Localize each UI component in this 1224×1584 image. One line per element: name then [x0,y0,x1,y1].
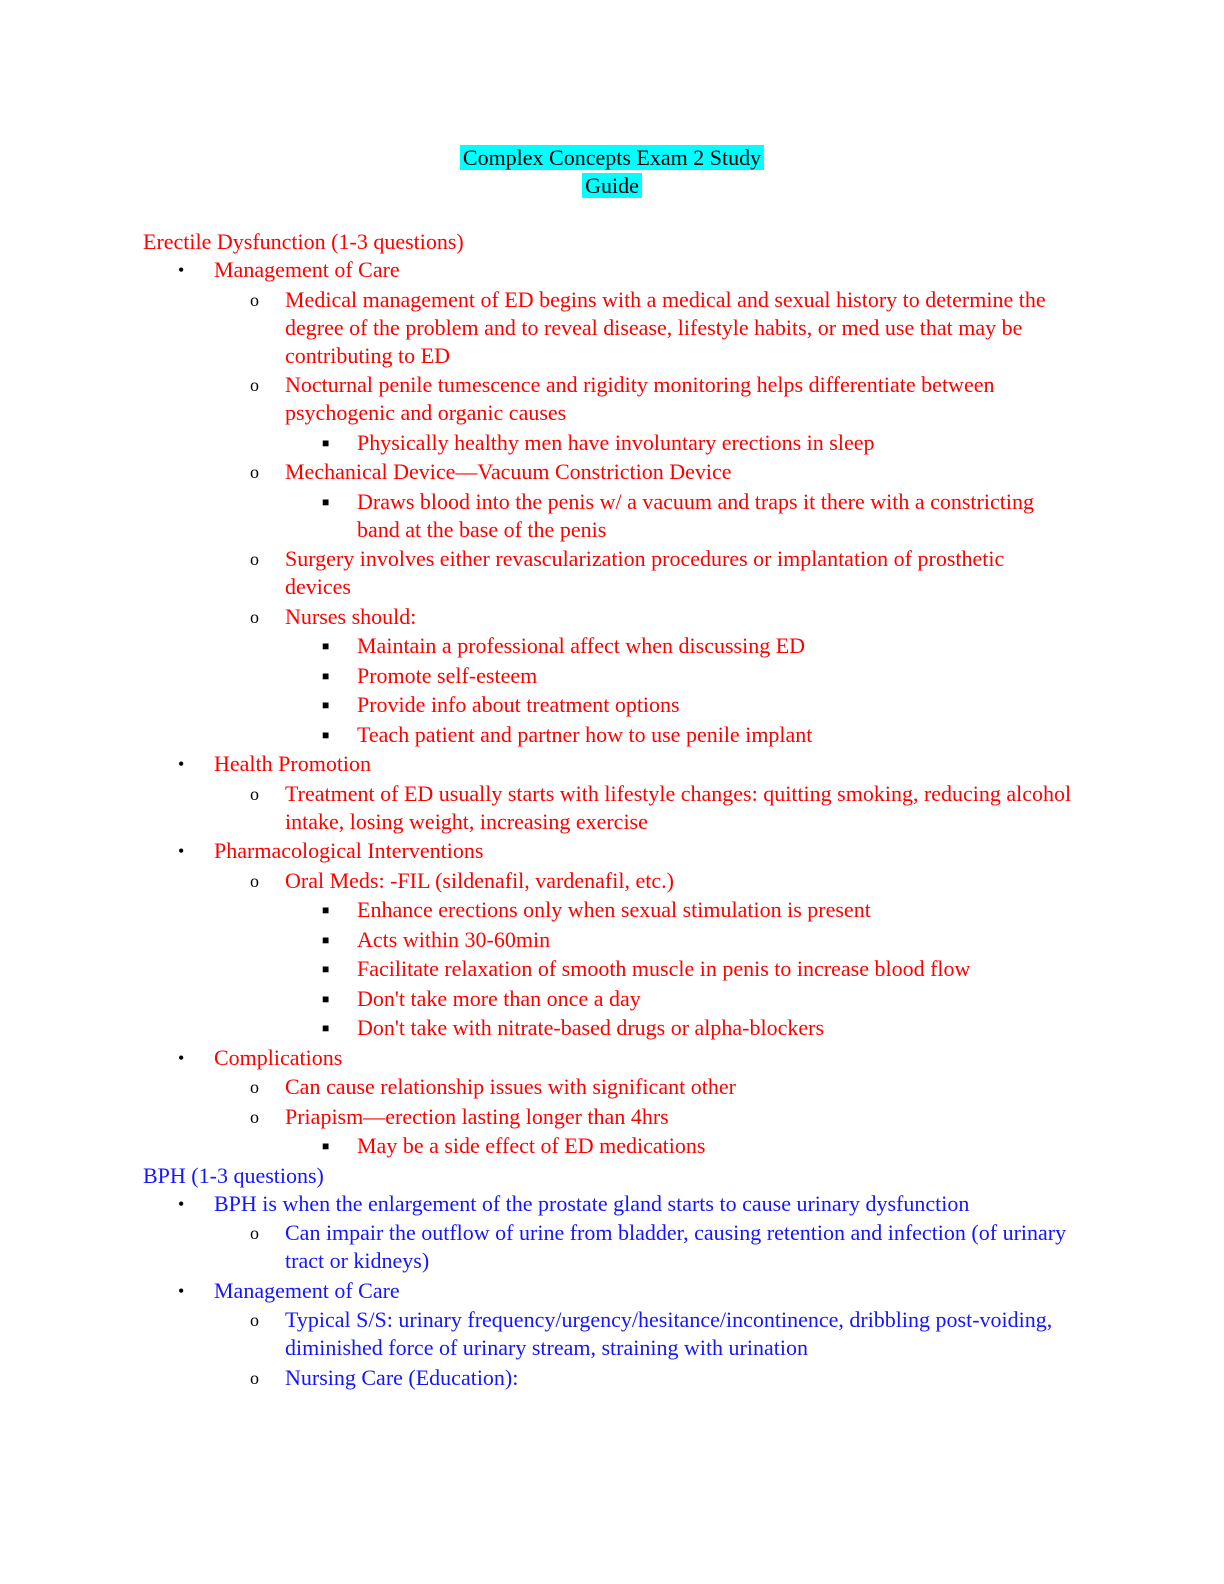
circle-bullet-icon: o [250,1367,259,1388]
list-item-level-3 [143,896,1073,924]
list-item-text: Physically healthy men have involuntary erections in sleep [357,429,875,455]
circle-bullet-icon: o [250,606,259,627]
list-item-level-2 [143,1364,1073,1392]
list-item-text: Management of Care [214,257,400,282]
list-item-text: May be a side effect of ED medications [357,1133,706,1158]
list-item-text: Can cause relationship issues with significant other [285,1074,736,1099]
list-item-level-2 [143,780,1073,836]
list-item-text: Pharmacological Interventions [214,838,484,863]
list-item-text: Nursing Care (Education): [285,1364,519,1390]
list-item-level-2 [143,545,1073,601]
list-item-level-2 [143,458,1073,486]
circle-bullet-icon: o [250,1223,259,1243]
list-item-text: Typical S/S: urinary frequency/urgency/hesitance/incontinence, dribbling post-voiding, diminished force of urinary stream, straining with urination [285,1307,1053,1360]
square-bullet-icon: ■ [322,435,330,450]
list-item-text: Don't take more than once a day [357,985,641,1011]
bullet-icon: • [178,1193,185,1214]
list-item-text: Priapism—erection lasting longer than 4hrs [285,1103,669,1129]
list-item-text: Maintain a professional affect when discussing ED [357,633,806,658]
list-item-level-3 [143,1014,1073,1042]
section-heading: Erectile Dysfunction (1-3 questions) [143,229,464,254]
square-bullet-icon: ■ [322,903,330,917]
list-item-level-3 [143,691,1073,719]
list-item-text: Enhance erections only when sexual stimulation is present [357,897,871,922]
list-item-level-2 [143,371,1073,427]
list-item-level-2 [143,867,1073,895]
list-item-text: Mechanical Device—Vacuum Constriction Device [285,459,732,484]
title-line-1: Complex Concepts Exam 2 Study [460,145,764,170]
list-item-text: Promote self-esteem [357,662,538,688]
circle-bullet-icon: o [250,289,259,310]
list-item-level-1 [143,837,1073,865]
square-bullet-icon: ■ [322,932,330,947]
section-heading: BPH (1-3 questions) [143,1162,324,1188]
list-item-level-3 [143,1132,1073,1160]
list-item-text: Draws blood into the penis w/ a vacuum and traps it there with a constricting band at the base of the penis [357,488,1034,542]
list-item-text: Teach patient and partner how to use penile implant [357,721,813,747]
bullet-icon: • [178,1280,185,1301]
list-item-text: BPH is when the enlargement of the prostate gland starts to cause urinary dysfunction [214,1190,970,1216]
document-body [143,228,1073,1393]
list-item-text: Treatment of ED usually starts with lifestyle changes: quitting smoking, reducing alcohol intake, losing weight, increasing exercise [285,780,1072,834]
square-bullet-icon: ■ [322,698,330,712]
list-item-text: Nurses should: [285,603,417,629]
square-bullet-icon: ■ [322,668,330,683]
list-item-text: Complications [214,1044,343,1070]
circle-bullet-icon: o [250,1310,259,1330]
list-item-level-3 [143,985,1073,1013]
list-item-level-3 [143,955,1073,983]
square-bullet-icon: ■ [322,991,330,1006]
bullet-icon: • [178,841,185,861]
list-item-level-3 [143,662,1073,690]
list-item-level-1 [143,1190,1073,1218]
circle-bullet-icon: o [250,783,259,804]
list-item-text: Acts within 30-60min [357,926,551,952]
square-bullet-icon: ■ [322,639,330,653]
list-item-level-2 [143,603,1073,631]
circle-bullet-icon: o [250,870,259,891]
list-item-level-1 [143,1044,1073,1072]
list-item-level-3 [143,721,1073,749]
square-bullet-icon: ■ [322,962,330,976]
list-item-text: Don't take with nitrate-based drugs or alpha-blockers [357,1015,825,1040]
list-item-text: Provide info about treatment options [357,692,680,717]
list-item-level-3 [143,632,1073,660]
square-bullet-icon: ■ [322,1139,330,1153]
circle-bullet-icon: o [250,462,259,482]
list-item-text: Surgery involves either revascularization procedures or implantation of prosthetic devices [285,546,1005,599]
list-item-level-3 [143,926,1073,954]
list-item-text: Health Promotion [214,751,372,776]
square-bullet-icon: ■ [322,1021,330,1035]
list-item-level-2 [143,1306,1073,1362]
list-item-text: Medical management of ED begins with a medical and sexual history to determine the degree of the problem and to reveal disease, lifestyle habits, or med use that may be contributing to ED [285,286,1046,368]
bullet-icon: • [178,260,185,280]
list-item-text: Facilitate relaxation of smooth muscle in penis to increase blood flow [357,956,971,981]
bullet-icon: • [178,754,185,774]
square-bullet-icon: ■ [322,727,330,742]
list-item-level-2 [143,1219,1073,1275]
list-item-level-1 [143,256,1073,284]
list-item-level-1 [143,750,1073,778]
title-line-2: Guide [582,173,642,198]
circle-bullet-icon: o [250,1077,259,1097]
list-item-level-3 [143,488,1073,544]
list-item-level-2 [143,1073,1073,1101]
list-item-text: Nocturnal penile tumescence and rigidity monitoring helps differentiate between psychogenic and organic causes [285,372,995,425]
list-item-text: Management of Care [214,1277,400,1303]
list-item-level-2 [143,1103,1073,1131]
document-title [0,144,1224,200]
square-bullet-icon: ■ [322,494,330,509]
list-item-text: Oral Meds: -FIL (sildenafil, vardenafil, etc.) [285,867,674,893]
list-item-text: Can impair the outflow of urine from bladder, causing retention and infection (of urinary tract or kidneys) [285,1220,1067,1273]
circle-bullet-icon: o [250,375,259,395]
circle-bullet-icon: o [250,1106,259,1127]
list-item-level-2 [143,286,1073,370]
list-item-level-1 [143,1277,1073,1305]
list-item-level-3 [143,429,1073,457]
bullet-icon: • [178,1047,185,1068]
circle-bullet-icon: o [250,549,259,569]
